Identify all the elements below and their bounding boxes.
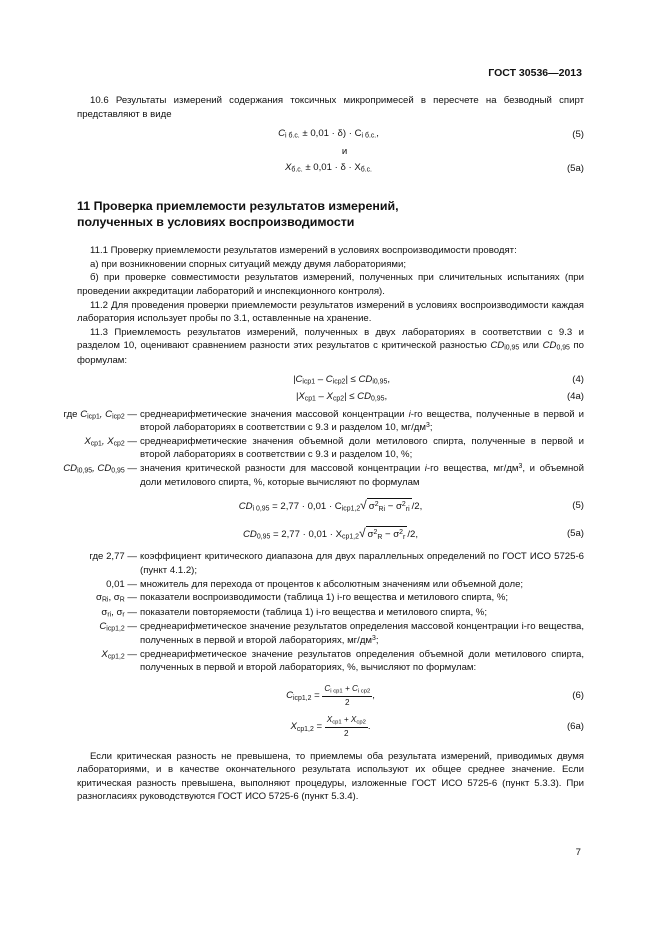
eq6a-den: 2 [344, 729, 349, 739]
eq6a-a-sub: cp1,2 [296, 726, 314, 734]
eq6a-num-a: X [326, 715, 333, 725]
eq5b-c-sub: Ri [378, 506, 386, 514]
d3-sub2: 0,95 [111, 467, 125, 475]
paragraph-11-1-a: а) при возникновении спорных ситуаций между двумя лабораториями; [90, 258, 407, 270]
eq6-num-a: C [324, 683, 331, 693]
eq4a-a: |X [295, 391, 305, 403]
section-11-heading [77, 198, 584, 230]
eq6-fraction [322, 683, 372, 708]
eq4-c: | ≤ CD [345, 373, 373, 385]
equation-5-number: (5) [572, 128, 584, 140]
e4-sep: , σ [111, 606, 123, 618]
conjunction-and: и [341, 145, 348, 157]
equation-4a [77, 390, 584, 405]
eq6-e: , [372, 690, 375, 702]
equation-5-cd-number: (5) [572, 500, 584, 512]
d3-ital: i [424, 463, 427, 475]
eq5b-d: − σ [385, 501, 402, 513]
p113-text1: 11.3 Приемлемость результатов измерений, полученных в двух лабораториях в соответствии с 9.3 и разделом 10, оценивают сравнением разности этих результатов с критической разностью [77, 326, 584, 352]
eq6a-e: . [367, 721, 371, 733]
d3-sep: , CD [92, 463, 112, 475]
d3-sub: i0,95 [77, 467, 93, 475]
eq5c-radicand [366, 526, 408, 543]
d1-text-a: среднеарифметические значения массовой концентрации [140, 408, 409, 420]
paragraph-11-3 [77, 326, 584, 368]
d3-dash: — [124, 463, 137, 475]
definition-cd [47, 462, 584, 489]
paragraph-10-6: 10.6 Результаты измерений содержания токсичных микропримесей в пересчете на безводный спирт представляют в виде [77, 95, 584, 120]
eq6a-b: = [313, 721, 325, 733]
eq6-den: 2 [345, 697, 350, 707]
page-body [63, 94, 585, 804]
eq6-num-b: + C [342, 683, 358, 693]
definition-2-77 [47, 550, 584, 577]
definition-c-icp12 [47, 620, 584, 647]
equation-5a [77, 161, 584, 176]
d3-sym: CD [63, 463, 78, 475]
e6-dash: — [124, 648, 137, 660]
eq5-sub1: i б.с. [285, 132, 300, 140]
eq5-left: C [278, 128, 286, 140]
page-number: 7 [575, 847, 581, 858]
equation-5 [77, 127, 584, 142]
e2-text: множитель для перехода от процентов к абсолютным значениям или объемной доле; [140, 578, 524, 590]
eq5a-sub1: б.с. [291, 167, 303, 175]
e6-text: среднеарифметическое значение результатов определения объемной доли метилового спирта, полученных в первой и второй лабораториях, %, вычисляют по формулам: [140, 648, 584, 674]
eq6a-a: X [290, 721, 297, 733]
e5-sup: 3 [372, 634, 376, 642]
eq5b-c-sup: 2 [374, 501, 379, 509]
p113-cd: CD [490, 340, 505, 352]
d3-text-a: значения критической разности для массовой концентрации [140, 463, 425, 475]
eq5b-e: /2, [411, 501, 423, 513]
eq5a-mid: ± 0,01 · δ · X [305, 162, 361, 174]
eq4-b: – C [315, 373, 333, 385]
d3-text-c: , и объемной доли метилового спирта, %, которые вычисляют по формулам [140, 463, 585, 488]
eq5b-a: CD [238, 501, 253, 513]
definition-x-cp12 [47, 648, 584, 675]
d2-sub2: cp2 [113, 440, 125, 448]
e3-sep: , σ [108, 592, 120, 604]
equation-5-cd [77, 497, 584, 515]
e1-text: коэффициент критического диапазона для двух параллельных определений по ГОСТ ИСО 5725-6 (пункт 4.1.2); [140, 551, 584, 577]
eq4-c-sub: i0,95 [372, 378, 388, 386]
eq5-mid: ± 0,01 · δ) · C [302, 128, 362, 140]
eq5c-b: = 2,77 · 0,01 · X [270, 528, 343, 540]
d2-sub: cp1 [90, 440, 102, 448]
e5-dash: — [124, 621, 137, 633]
e5-text-a: среднеарифметическое значение результатов определения массовой концентрации i-го вещества, полученных в первой и второй лабораториях, мг/дм [140, 621, 584, 647]
eq6-num-b-sub: i cp2 [357, 688, 371, 695]
eq5b-b: = 2,77 · 0,01 · C [269, 501, 342, 513]
eq5c-d-sub: r [403, 533, 406, 541]
equation-6a [77, 714, 584, 739]
definition-0-01 [47, 578, 584, 592]
eq5b-d-sub: ri [405, 506, 410, 514]
e4-text: показатели повторяемости (таблица 1) i-го вещества и метилового спирта, %; [140, 606, 487, 618]
eq5-sub2: i б.с. [361, 132, 377, 140]
e3-sub: Ri [101, 596, 109, 604]
eq5c-b-sub: cp1,2 [342, 533, 359, 541]
paragraph-11-2: 11.2 Для проведения проверки приемлемости результатов измерений в условиях воспроизводимости каждая лаборатория использует пробы по 3.1, оставленные на хранение. [77, 299, 584, 325]
definition-x-cp [47, 435, 584, 462]
d1-sub2: icp2 [112, 413, 125, 421]
section-number: 11 [77, 198, 91, 213]
eq6a-num-b: + X [341, 715, 357, 725]
eq5b-a-sub: i 0,95 [252, 506, 270, 514]
eq5c-a: CD [243, 528, 257, 540]
e6-sym: X [101, 648, 108, 660]
d2-sep: , X [101, 435, 114, 447]
p113-cd-sub: i0,95 [504, 345, 520, 353]
equation-5a-cd-number: (5a) [566, 527, 584, 539]
eq4a-c: | ≤ CD [344, 391, 372, 403]
eq5c-a-sub: 0,95 [256, 533, 271, 541]
d3-sup: 3 [518, 463, 523, 471]
eq4-a: |C [293, 373, 303, 385]
eq5a-left: X [285, 162, 292, 174]
eq5c-c-sup: 2 [373, 528, 378, 536]
e5-text-b: ; [375, 635, 379, 647]
equation-5a-number: (5a) [566, 162, 584, 174]
e5-sub: icp1,2 [106, 626, 125, 634]
eq6-b: = [311, 690, 323, 702]
where-lead-1: где [63, 408, 78, 420]
p113-cd2: CD [542, 340, 557, 352]
section-title-line2: полученных в условиях воспроизводимости [77, 214, 355, 229]
eq4a-b: – X [315, 391, 333, 403]
definition-sigma-r [47, 591, 584, 606]
d1-sub: icp1 [87, 413, 100, 421]
eq6a-num-a-sub: cp1 [332, 719, 342, 726]
definition-sigma-r-small [47, 606, 584, 621]
equation-6-number: (6) [572, 689, 584, 701]
eq5-tail: , [376, 128, 379, 140]
e3-dash: — [124, 592, 137, 604]
eq5c-e: /2, [407, 528, 418, 540]
d2-text: среднеарифметические значения объемной доли метилового спирта, полученные в первой и второй лабораториях в соответствии с 9.3 и разделом 10, %; [140, 435, 584, 461]
definition-c-icp [47, 408, 584, 435]
eq4a-d: , [384, 391, 388, 403]
e3-sub2: R [119, 596, 125, 604]
eq5c-c-sub: R [377, 533, 383, 541]
where-lead-2: где [89, 551, 104, 563]
eq6-a: C [286, 690, 294, 702]
d2-sym: X [84, 435, 91, 447]
eq4a-c-sub: 0,95 [371, 395, 385, 403]
d1-ital: i [408, 408, 411, 420]
e4-sub2: r [122, 611, 125, 619]
e3-text: показатели воспроизводимости (таблица 1) i-го вещества и метилового спирта, %; [140, 592, 509, 604]
d3-text-b: -го вещества, мг/дм [426, 463, 519, 475]
where-block-2 [47, 550, 584, 674]
e4-sub: ri [107, 611, 112, 619]
eq5b-c: σ [368, 501, 375, 513]
equation-5a-cd [77, 525, 584, 543]
eq6-num-a-sub: i cp1 [330, 688, 343, 695]
eq5b-b-sub: icp1,2 [341, 506, 361, 514]
e2-sym: 0,01 — [106, 578, 137, 590]
eq5b-d-sup: 2 [401, 501, 406, 509]
eq4-b-sub: icp2 [332, 378, 346, 386]
e4-sym: σ [101, 606, 108, 618]
eq5c-c: σ [367, 528, 374, 540]
eq4a-a-sub: cp1 [304, 395, 316, 403]
e3-sym: σ [96, 592, 102, 604]
d1-text-b: -го вещества, полученные в первой и второй лабораториях в соответствии с 9.3 и разделом 10, мг/дм [140, 408, 584, 434]
e1-sym: 2,77 — [106, 551, 137, 563]
p113-cd2-sub: 0,95 [556, 345, 570, 353]
document-header: ГОСТ 30536—2013 [488, 67, 582, 79]
eq5b-radicand [367, 498, 412, 515]
paragraph-final: Если критическая разность не превышена, то приемлемы оба результата измерений, приводимых двумя лабораториями, и в качестве окончательного результата используют их общее среднее значение. Если критическая разность превышена, выполняют процедуры, изложенные ГОСТ ИСО 5725-6 (пункт 5.3.3). При разногласиях руководствуются ГОСТ ИСО 5725-6 (пункт 5.3.4). [77, 750, 584, 803]
d1-sep: , C [99, 408, 113, 420]
e6-sub: cp1,2 [107, 653, 125, 661]
equation-4a-number: (4a) [566, 391, 584, 403]
section-title-line1: Проверка приемлемости результатов измерений, [93, 198, 399, 213]
e4-dash: — [124, 606, 137, 618]
where-block-1 [47, 408, 584, 490]
equation-6a-number: (6a) [566, 721, 584, 733]
e5-sym: C [99, 621, 107, 633]
sqrt-icon: √ [360, 498, 367, 513]
eq5c-d-sup: 2 [399, 528, 404, 536]
eq6-a-sub: icp1,2 [293, 694, 312, 702]
eq6a-fraction [325, 714, 368, 739]
equation-4-number: (4) [572, 373, 584, 385]
eq5a-sub2: б.с. [360, 167, 372, 175]
eq5c-d: − σ [382, 528, 400, 540]
paragraph-11-1: 11.1 Проверку приемлемости результатов измерений в условиях воспроизводимости проводят: [90, 245, 517, 257]
eq6a-num-b-sub: cp2 [356, 719, 366, 726]
d2-dash: — [124, 435, 137, 447]
p113-text2: или [519, 340, 543, 352]
eq4-d: , [387, 373, 390, 385]
equation-6 [77, 683, 584, 708]
d1-text-c: ; [429, 422, 433, 434]
sqrt-icon: √ [358, 525, 366, 540]
paragraph-11-1-b: б) при проверке совместимости результатов измерений, полученных при сличительных испытаниях (при проведении аккредитации лабораторий и инспекционного контроля). [77, 272, 584, 297]
d1-sym: C [80, 408, 88, 420]
eq4a-b-sub: cp2 [332, 395, 345, 403]
p113-text3: по формулам: [77, 340, 584, 366]
d1-sup: 3 [426, 422, 430, 430]
eq4-a-sub: icp1 [302, 378, 316, 386]
equation-4 [77, 373, 584, 388]
d1-dash: — [124, 408, 137, 420]
